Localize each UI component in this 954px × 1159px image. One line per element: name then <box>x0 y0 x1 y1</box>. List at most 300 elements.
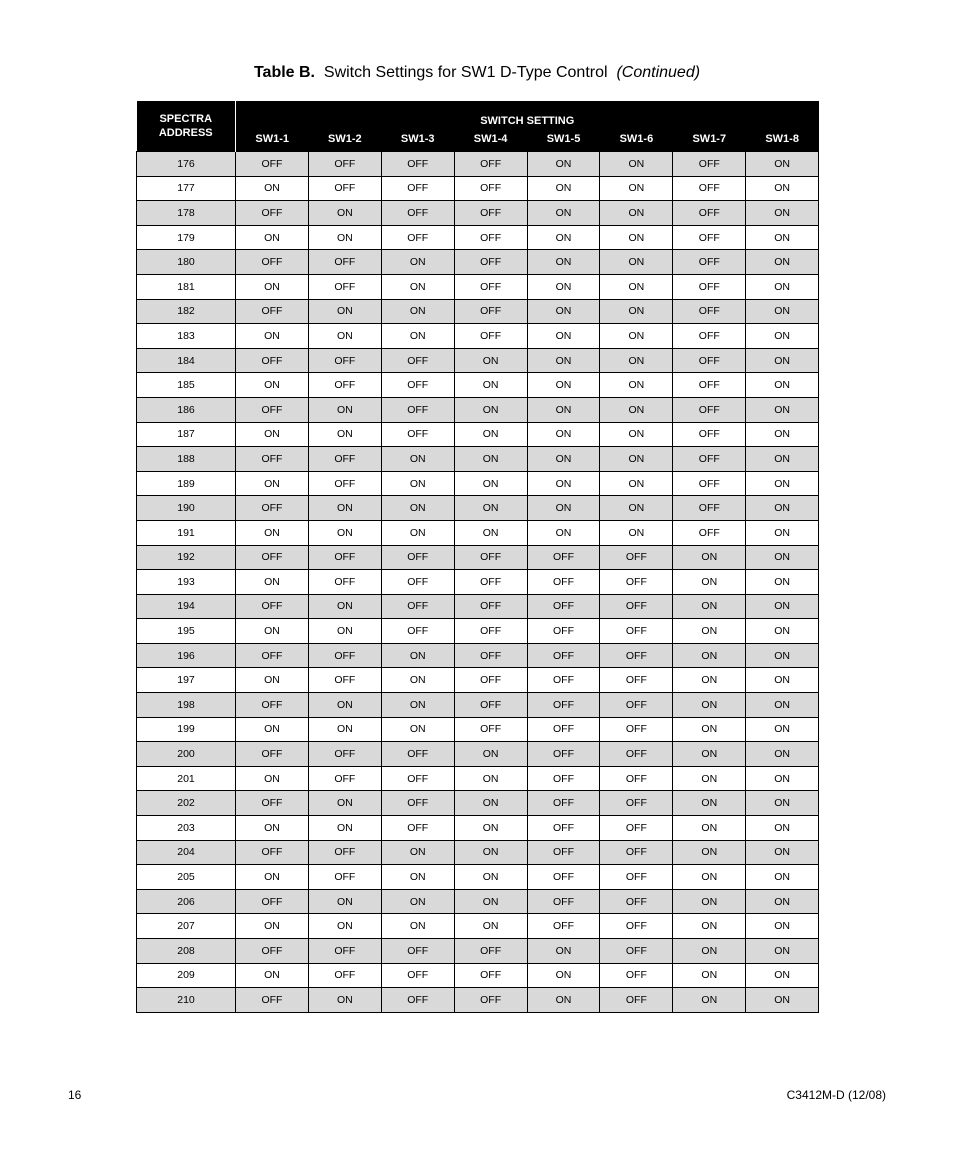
switch-value-cell: ON <box>600 496 673 521</box>
switch-value-cell: OFF <box>236 594 309 619</box>
switch-value-cell: ON <box>454 914 527 939</box>
switch-value-cell: OFF <box>600 693 673 718</box>
table-row <box>137 201 819 226</box>
switch-value-cell: OFF <box>527 545 600 570</box>
address-cell: 210 <box>137 988 236 1013</box>
switch-value-cell: OFF <box>381 742 454 767</box>
switch-value-cell: OFF <box>454 963 527 988</box>
switch-value-cell: ON <box>381 693 454 718</box>
switch-value-cell: ON <box>600 447 673 472</box>
switch-value-cell: ON <box>746 471 819 496</box>
table-row <box>137 693 819 718</box>
switch-value-cell: ON <box>236 816 309 841</box>
table-row <box>137 939 819 964</box>
table-row <box>137 274 819 299</box>
switch-value-cell: OFF <box>673 324 746 349</box>
switch-value-cell: ON <box>527 348 600 373</box>
switch-value-cell: OFF <box>673 520 746 545</box>
switch-value-cell: ON <box>454 520 527 545</box>
table-row <box>137 152 819 177</box>
switch-value-cell: OFF <box>673 397 746 422</box>
switch-value-cell: ON <box>308 422 381 447</box>
switch-value-cell: ON <box>746 422 819 447</box>
switch-value-cell: ON <box>454 865 527 890</box>
switch-value-cell: OFF <box>308 963 381 988</box>
address-cell: 190 <box>137 496 236 521</box>
switch-value-cell: OFF <box>381 791 454 816</box>
switch-value-cell: ON <box>600 471 673 496</box>
switch-value-cell: ON <box>527 225 600 250</box>
switch-value-cell: OFF <box>236 693 309 718</box>
switch-value-cell: ON <box>746 717 819 742</box>
switch-value-cell: ON <box>673 619 746 644</box>
switch-value-cell: ON <box>600 422 673 447</box>
switch-value-cell: ON <box>746 176 819 201</box>
switch-value-cell: ON <box>308 299 381 324</box>
switch-value-cell: ON <box>454 422 527 447</box>
table-row <box>137 545 819 570</box>
switch-value-cell: OFF <box>381 816 454 841</box>
switch-value-cell: ON <box>308 816 381 841</box>
address-cell: 189 <box>137 471 236 496</box>
table-row <box>137 225 819 250</box>
switch-value-cell: OFF <box>381 176 454 201</box>
switch-value-cell: OFF <box>673 373 746 398</box>
switch-value-cell: OFF <box>527 766 600 791</box>
switch-value-cell: ON <box>673 668 746 693</box>
switch-value-cell: ON <box>527 324 600 349</box>
switch-value-cell: ON <box>673 963 746 988</box>
switch-value-cell: OFF <box>236 397 309 422</box>
switch-value-cell: ON <box>308 397 381 422</box>
switch-value-cell: OFF <box>454 717 527 742</box>
table-row <box>137 496 819 521</box>
switch-value-cell: OFF <box>454 643 527 668</box>
switch-value-cell: OFF <box>381 201 454 226</box>
switch-value-cell: OFF <box>600 643 673 668</box>
switch-value-cell: ON <box>308 791 381 816</box>
switch-value-cell: ON <box>381 865 454 890</box>
table-row <box>137 373 819 398</box>
address-cell: 204 <box>137 840 236 865</box>
address-cell: 188 <box>137 447 236 472</box>
switch-value-cell: ON <box>381 447 454 472</box>
switch-value-cell: OFF <box>454 324 527 349</box>
document-code: C3412M-D (12/08) <box>786 1088 886 1102</box>
switch-value-cell: ON <box>746 766 819 791</box>
address-cell: 197 <box>137 668 236 693</box>
switch-value-cell: OFF <box>527 693 600 718</box>
switch-value-cell: ON <box>746 889 819 914</box>
switch-value-cell: OFF <box>454 176 527 201</box>
switch-value-cell: OFF <box>527 643 600 668</box>
address-cell: 194 <box>137 594 236 619</box>
switch-value-cell: ON <box>236 914 309 939</box>
switch-value-cell: ON <box>236 865 309 890</box>
switch-column-header: SW1-7 <box>673 127 746 152</box>
table-row <box>137 865 819 890</box>
address-cell: 180 <box>137 250 236 275</box>
address-cell: 202 <box>137 791 236 816</box>
switch-value-cell: ON <box>600 324 673 349</box>
address-cell: 187 <box>137 422 236 447</box>
switch-value-cell: ON <box>454 447 527 472</box>
switch-value-cell: OFF <box>308 447 381 472</box>
switch-value-cell: OFF <box>308 348 381 373</box>
switch-value-cell: ON <box>746 570 819 595</box>
switch-value-cell: ON <box>236 570 309 595</box>
switch-value-cell: ON <box>236 373 309 398</box>
address-cell: 196 <box>137 643 236 668</box>
switch-value-cell: OFF <box>381 988 454 1013</box>
table-row <box>137 299 819 324</box>
switch-value-cell: OFF <box>673 274 746 299</box>
switch-value-cell: ON <box>527 447 600 472</box>
switch-value-cell: ON <box>746 865 819 890</box>
switch-value-cell: ON <box>746 496 819 521</box>
switch-value-cell: OFF <box>236 840 309 865</box>
switch-setting-group-header: SWITCH SETTING <box>236 101 819 127</box>
switch-value-cell: OFF <box>600 840 673 865</box>
table-row <box>137 176 819 201</box>
switch-value-cell: OFF <box>236 889 309 914</box>
switch-value-cell: OFF <box>381 570 454 595</box>
switch-value-cell: ON <box>600 152 673 177</box>
address-cell: 192 <box>137 545 236 570</box>
switch-value-cell: OFF <box>673 152 746 177</box>
switch-value-cell: ON <box>381 471 454 496</box>
address-cell: 195 <box>137 619 236 644</box>
switch-value-cell: OFF <box>673 496 746 521</box>
switch-value-cell: ON <box>600 299 673 324</box>
switch-value-cell: OFF <box>381 348 454 373</box>
switch-value-cell: OFF <box>673 201 746 226</box>
switch-value-cell: ON <box>381 299 454 324</box>
address-cell: 176 <box>137 152 236 177</box>
switch-value-cell: OFF <box>381 619 454 644</box>
table-row <box>137 594 819 619</box>
table-title-label: Table B. <box>253 64 315 81</box>
switch-value-cell: OFF <box>527 816 600 841</box>
switch-value-cell: ON <box>527 201 600 226</box>
switch-value-cell: OFF <box>673 447 746 472</box>
switch-value-cell: ON <box>746 643 819 668</box>
switch-value-cell: OFF <box>308 471 381 496</box>
switch-value-cell: ON <box>527 471 600 496</box>
table-row <box>137 717 819 742</box>
switch-value-cell: ON <box>236 471 309 496</box>
switch-value-cell: ON <box>308 988 381 1013</box>
switch-value-cell: ON <box>236 766 309 791</box>
switch-value-cell: ON <box>673 570 746 595</box>
switch-value-cell: ON <box>600 176 673 201</box>
address-cell: 186 <box>137 397 236 422</box>
switch-value-cell: ON <box>673 766 746 791</box>
switch-value-cell: OFF <box>236 299 309 324</box>
address-cell: 191 <box>137 520 236 545</box>
switch-value-cell: OFF <box>527 619 600 644</box>
switch-value-cell: ON <box>600 397 673 422</box>
switch-value-cell: ON <box>746 939 819 964</box>
switch-value-cell: OFF <box>600 766 673 791</box>
switch-value-cell: ON <box>236 324 309 349</box>
switch-value-cell: ON <box>454 496 527 521</box>
switch-value-cell: ON <box>381 496 454 521</box>
switch-value-cell: OFF <box>308 840 381 865</box>
switch-value-cell: ON <box>673 693 746 718</box>
switch-value-cell: ON <box>454 397 527 422</box>
switch-value-cell: OFF <box>527 865 600 890</box>
switch-value-cell: ON <box>454 889 527 914</box>
address-cell: 201 <box>137 766 236 791</box>
switch-value-cell: OFF <box>454 693 527 718</box>
switch-value-cell: OFF <box>454 299 527 324</box>
switch-value-cell: ON <box>527 496 600 521</box>
switch-value-cell: OFF <box>308 939 381 964</box>
switch-value-cell: OFF <box>600 717 673 742</box>
switch-value-cell: ON <box>746 373 819 398</box>
table-row <box>137 520 819 545</box>
address-header-line2: ADDRESS <box>158 127 213 139</box>
switch-value-cell: ON <box>381 324 454 349</box>
address-cell: 200 <box>137 742 236 767</box>
switch-value-cell: OFF <box>236 152 309 177</box>
table-row <box>137 422 819 447</box>
switch-value-cell: ON <box>381 914 454 939</box>
switch-value-cell: OFF <box>236 348 309 373</box>
switch-value-cell: ON <box>746 791 819 816</box>
switch-value-cell: ON <box>236 422 309 447</box>
switch-value-cell: ON <box>236 176 309 201</box>
switch-value-cell: OFF <box>527 791 600 816</box>
switch-value-cell: OFF <box>673 348 746 373</box>
switch-value-cell: OFF <box>308 643 381 668</box>
switch-value-cell: OFF <box>454 988 527 1013</box>
switch-value-cell: ON <box>308 889 381 914</box>
switch-value-cell: OFF <box>673 250 746 275</box>
switch-value-cell: OFF <box>308 570 381 595</box>
address-cell: 205 <box>137 865 236 890</box>
switch-value-cell: OFF <box>527 717 600 742</box>
table-row <box>137 791 819 816</box>
switch-value-cell: OFF <box>600 865 673 890</box>
switch-value-cell: OFF <box>236 447 309 472</box>
switch-value-cell: OFF <box>600 914 673 939</box>
switch-value-cell: ON <box>746 324 819 349</box>
switch-value-cell: ON <box>308 914 381 939</box>
address-cell: 198 <box>137 693 236 718</box>
switch-value-cell: OFF <box>381 963 454 988</box>
switch-value-cell: ON <box>527 373 600 398</box>
switch-column-header: SW1-6 <box>600 127 673 152</box>
switch-value-cell: OFF <box>308 152 381 177</box>
address-cell: 203 <box>137 816 236 841</box>
switch-value-cell: OFF <box>600 619 673 644</box>
address-cell: 177 <box>137 176 236 201</box>
address-cell: 181 <box>137 274 236 299</box>
switch-value-cell: ON <box>673 545 746 570</box>
table-title-suffix: (Continued) <box>616 64 701 81</box>
switch-value-cell: OFF <box>673 176 746 201</box>
address-cell: 206 <box>137 889 236 914</box>
switch-value-cell: ON <box>746 274 819 299</box>
switch-value-cell: ON <box>746 152 819 177</box>
address-cell: 199 <box>137 717 236 742</box>
switch-value-cell: ON <box>746 816 819 841</box>
table-row <box>137 471 819 496</box>
switch-value-cell: OFF <box>236 939 309 964</box>
switch-column-header: SW1-3 <box>381 127 454 152</box>
switch-value-cell: ON <box>746 348 819 373</box>
switch-value-cell: ON <box>673 840 746 865</box>
switch-value-cell: ON <box>308 693 381 718</box>
table-row <box>137 914 819 939</box>
switch-value-cell: OFF <box>381 422 454 447</box>
address-cell: 185 <box>137 373 236 398</box>
switch-value-cell: ON <box>527 274 600 299</box>
address-cell: 178 <box>137 201 236 226</box>
switch-value-cell: OFF <box>454 225 527 250</box>
switch-value-cell: ON <box>454 791 527 816</box>
switch-value-cell: ON <box>673 791 746 816</box>
switch-value-cell: OFF <box>454 201 527 226</box>
switch-value-cell: ON <box>527 299 600 324</box>
switch-value-cell: ON <box>746 545 819 570</box>
switch-value-cell: OFF <box>454 570 527 595</box>
table-row <box>137 816 819 841</box>
switch-value-cell: OFF <box>236 742 309 767</box>
address-cell: 209 <box>137 963 236 988</box>
switch-value-cell: OFF <box>236 201 309 226</box>
switch-value-cell: OFF <box>308 250 381 275</box>
switch-value-cell: OFF <box>454 594 527 619</box>
switch-value-cell: OFF <box>527 668 600 693</box>
switch-value-cell: ON <box>600 520 673 545</box>
table-row <box>137 963 819 988</box>
table-row <box>137 447 819 472</box>
switch-value-cell: ON <box>236 274 309 299</box>
switch-value-cell: OFF <box>308 668 381 693</box>
switch-value-cell: ON <box>746 668 819 693</box>
switch-value-cell: ON <box>454 742 527 767</box>
switch-value-cell: ON <box>381 274 454 299</box>
switch-value-cell: ON <box>746 914 819 939</box>
switch-value-cell: ON <box>381 717 454 742</box>
address-cell: 184 <box>137 348 236 373</box>
switch-value-cell: ON <box>527 988 600 1013</box>
switch-value-cell: OFF <box>381 594 454 619</box>
switch-value-cell: ON <box>746 447 819 472</box>
table-row <box>137 643 819 668</box>
switch-value-cell: ON <box>600 225 673 250</box>
address-cell: 193 <box>137 570 236 595</box>
switch-value-cell: OFF <box>600 742 673 767</box>
table-body <box>137 152 819 1013</box>
switch-value-cell: ON <box>308 619 381 644</box>
switch-value-cell: ON <box>746 742 819 767</box>
table-row <box>137 324 819 349</box>
switch-value-cell: OFF <box>527 594 600 619</box>
switch-value-cell: ON <box>527 520 600 545</box>
switch-value-cell: ON <box>454 348 527 373</box>
address-cell: 183 <box>137 324 236 349</box>
switch-value-cell: OFF <box>308 373 381 398</box>
switch-value-cell: OFF <box>236 643 309 668</box>
switch-value-cell: ON <box>746 988 819 1013</box>
switch-value-cell: OFF <box>454 939 527 964</box>
switch-value-cell: ON <box>381 250 454 275</box>
table-row <box>137 619 819 644</box>
switch-value-cell: ON <box>673 889 746 914</box>
switch-value-cell: OFF <box>454 545 527 570</box>
switch-value-cell: ON <box>236 225 309 250</box>
switch-value-cell: ON <box>308 225 381 250</box>
switch-value-cell: ON <box>746 225 819 250</box>
switch-value-cell: OFF <box>673 422 746 447</box>
switch-value-cell: ON <box>673 865 746 890</box>
switch-value-cell: ON <box>673 816 746 841</box>
switch-column-header: SW1-8 <box>746 127 819 152</box>
switch-value-cell: ON <box>308 520 381 545</box>
switch-value-cell: ON <box>746 693 819 718</box>
switch-value-cell: ON <box>673 914 746 939</box>
switch-value-cell: ON <box>600 373 673 398</box>
switch-value-cell: ON <box>673 939 746 964</box>
switch-value-cell: OFF <box>308 742 381 767</box>
switch-value-cell: OFF <box>600 668 673 693</box>
table-row <box>137 668 819 693</box>
switch-value-cell: OFF <box>600 594 673 619</box>
switch-value-cell: ON <box>454 766 527 791</box>
switch-value-cell: ON <box>527 939 600 964</box>
switch-value-cell: OFF <box>236 250 309 275</box>
switch-value-cell: ON <box>527 422 600 447</box>
switch-value-cell: ON <box>673 594 746 619</box>
table-title <box>0 62 954 84</box>
switch-header-row <box>137 127 819 152</box>
switch-value-cell: ON <box>673 742 746 767</box>
switch-value-cell: OFF <box>454 152 527 177</box>
switch-value-cell: ON <box>381 889 454 914</box>
switch-value-cell: OFF <box>236 496 309 521</box>
switch-value-cell: OFF <box>381 545 454 570</box>
switch-value-cell: OFF <box>381 766 454 791</box>
switch-value-cell: ON <box>236 619 309 644</box>
address-cell: 179 <box>137 225 236 250</box>
switch-value-cell: ON <box>381 840 454 865</box>
switch-value-cell: OFF <box>600 816 673 841</box>
switch-value-cell: OFF <box>600 988 673 1013</box>
switch-value-cell: OFF <box>381 152 454 177</box>
switch-value-cell: OFF <box>308 766 381 791</box>
switch-value-cell: OFF <box>673 471 746 496</box>
switch-value-cell: ON <box>454 840 527 865</box>
page-number: 16 <box>68 1088 82 1102</box>
switch-value-cell: OFF <box>673 225 746 250</box>
switch-value-cell: ON <box>381 643 454 668</box>
address-column-header <box>137 101 236 152</box>
switch-value-cell: ON <box>527 152 600 177</box>
switch-value-cell: ON <box>381 520 454 545</box>
switch-value-cell: ON <box>746 250 819 275</box>
switch-value-cell: ON <box>236 963 309 988</box>
switch-value-cell: ON <box>527 397 600 422</box>
switch-value-cell: ON <box>746 201 819 226</box>
switch-value-cell: OFF <box>454 250 527 275</box>
table-row <box>137 348 819 373</box>
switch-value-cell: ON <box>746 619 819 644</box>
table-row <box>137 988 819 1013</box>
